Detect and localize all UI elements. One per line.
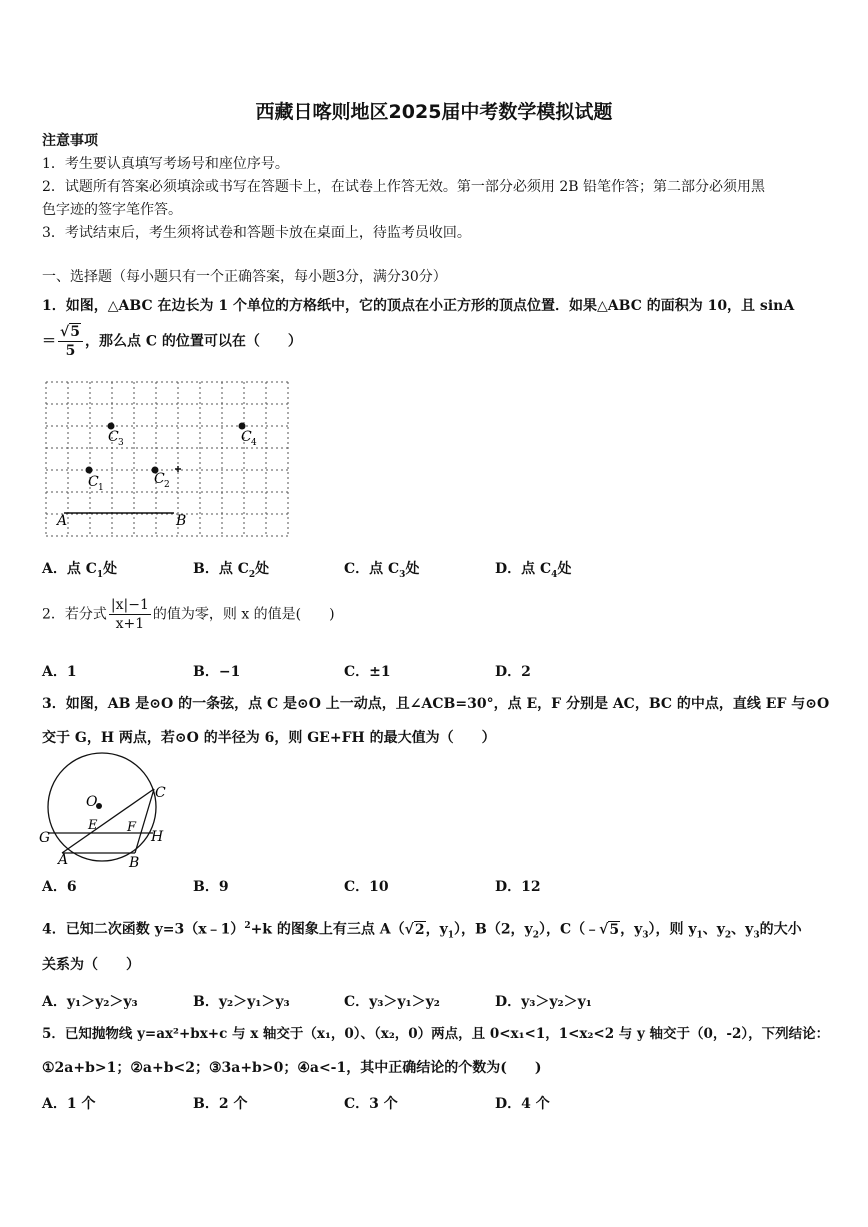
svg-text:B: B xyxy=(129,855,140,871)
label-c1-sub: 1 xyxy=(98,483,104,493)
question-1-grid-figure xyxy=(42,378,290,538)
label-c1: C xyxy=(88,474,99,490)
label-c4-sub: 4 xyxy=(251,438,257,448)
question-5-text-line2: ①2a+b>1；②a+b<2；③3a+b>0；④a<-1，其中正确结论的个数为( ) xyxy=(42,1060,542,1076)
svg-text:G: G xyxy=(39,830,51,846)
svg-text:E: E xyxy=(88,818,98,833)
question-1-text: 1．如图，△ABC 在边长为 1 个单位的方格纸中，它的顶点在小正方形的顶点位置．如果△ABC 的面积为 10，且 sinA xyxy=(42,298,795,314)
option-a[interactable]: A．6 xyxy=(42,879,77,895)
question-3-text: 3．如图，AB 是⊙O 的一条弦，点 C 是⊙O 上一动点，且∠ACB=30°，点 E，F 分别是 AC，BC 的中点，直线 EF 与⊙O xyxy=(42,696,830,712)
label-c3: C xyxy=(108,429,119,445)
option-a[interactable]: A．点 $C_1$处 xyxy=(42,561,118,580)
svg-text:H: H xyxy=(151,829,164,845)
option-c[interactable]: C．点 $C_3$处 xyxy=(344,561,420,580)
svg-text:C: C xyxy=(155,785,166,801)
page-title: 西藏日喀则地区2025届中考数学模拟试题 xyxy=(255,101,613,123)
option-a[interactable]: A．1 xyxy=(42,664,77,680)
label-c2-sub: 2 xyxy=(164,480,170,490)
question-1-text-line2: ＝ $\frac{√5}{5}$ ，那么点 C 的位置可以在（ ） xyxy=(42,324,302,359)
notice-item: 2．试题所有答案必须填涂或书写在答题卡上，在试卷上作答无效。第一部分必须用 2B 铅笔作答；第二部分必须用黑 xyxy=(42,179,765,195)
option-d[interactable]: D．y₃＞y₂＞y₁ xyxy=(495,994,592,1010)
option-c[interactable]: C．±1 xyxy=(344,664,391,680)
option-c[interactable]: C．10 xyxy=(344,879,389,895)
label-b: B xyxy=(176,513,187,529)
notice-item: 1．考生要认真填写考场号和座位序号。 xyxy=(42,156,289,172)
option-d[interactable]: D．4 个 xyxy=(495,1096,550,1112)
option-c[interactable]: C．3 个 xyxy=(344,1096,398,1112)
svg-text:A: A xyxy=(58,852,69,868)
question-3-text-line2: 交于 G，H 两点，若⊙O 的半径为 6，则 GE+FH 的最大值为（ ） xyxy=(42,730,496,746)
question-4-text: 4．已知二次函数 y=3（x﹣1）$^2$+k 的图象上有三点 A（√2，$y_1$），B（2，$y_2$），C（﹣√5，$y_3$），则 $y_1$、$y_2$、$y_3$的大小 xyxy=(42,921,802,941)
option-d[interactable]: D．12 xyxy=(495,879,541,895)
option-d[interactable]: D．2 xyxy=(495,664,531,680)
label-c4: C xyxy=(241,429,252,445)
option-b[interactable]: B．点 $C_2$处 xyxy=(193,561,270,580)
notice-item: 色字迹的签字笔作答。 xyxy=(42,202,182,218)
option-b[interactable]: B．9 xyxy=(193,879,229,895)
option-b[interactable]: B．2 个 xyxy=(193,1096,248,1112)
question-3-circle-figure xyxy=(38,752,178,872)
option-b[interactable]: B．−1 xyxy=(193,664,241,680)
notice-item: 3．考试结束后，考生须将试卷和答题卡放在桌面上，待监考员收回。 xyxy=(42,225,471,241)
option-c[interactable]: C．y₃＞y₁＞y₂ xyxy=(344,994,440,1010)
label-c3-sub: 3 xyxy=(118,438,124,448)
option-a[interactable]: A．y₁＞y₂＞y₃ xyxy=(42,994,138,1010)
option-d[interactable]: D．点 $C_4$处 xyxy=(495,561,572,580)
option-b[interactable]: B．y₂＞y₁＞y₃ xyxy=(193,994,290,1010)
svg-text:O: O xyxy=(86,794,98,810)
point-c1 xyxy=(86,467,93,474)
question-5-text: 5．已知抛物线 y=ax²+bx+c 与 x 轴交于（x₁，0）、（x₂，0）两点，且 0<x₁<1，1<x₂<2 与 y 轴交于（0，-2），下列结论： xyxy=(42,1026,830,1042)
svg-text:F: F xyxy=(127,820,137,835)
label-c2: C xyxy=(154,471,165,487)
option-a[interactable]: A．1 个 xyxy=(42,1096,96,1112)
label-a: A xyxy=(57,513,68,529)
section-heading: 一、选择题（每小题只有一个正确答案，每小题3分，满分30分） xyxy=(42,269,447,285)
question-4-text-line2: 关系为（ ） xyxy=(42,957,140,973)
question-2-text: 2．若分式 $\frac{|x|-1}{x+1}$ 的值为零，则 x 的值是( ) xyxy=(42,597,335,632)
notice-heading: 注意事项 xyxy=(42,133,98,149)
